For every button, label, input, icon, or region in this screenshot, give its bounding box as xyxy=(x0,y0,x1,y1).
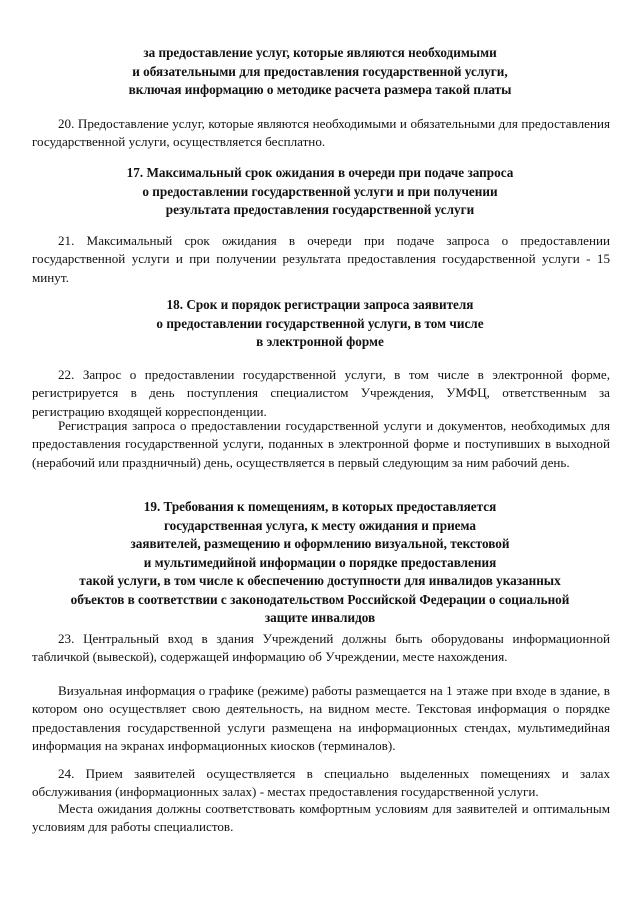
heading-line: заявителей, размещению и оформлению визуальной, текстовой xyxy=(130,536,510,551)
paragraph-20: 20. Предоставление услуг, которые являются необходимыми и обязательными для предоставления государственной услуги, осуществляется бесплатно. xyxy=(32,116,610,150)
heading-line: 18. Срок и порядок регистрации запроса заявителя xyxy=(166,297,474,312)
heading-line: такой услуги, в том числе к обеспечению доступности для инвалидов указанных xyxy=(79,573,561,588)
paragraph-22-registration: Регистрация запроса о предоставлении государственной услуги и документов, необходимых для предоставления государственной услуги, поданных в электронной форме и поступивших в выходной (нерабочий или праздничный) день, осуществляется в первый следующим за ним рабочий день. xyxy=(32,418,610,470)
heading-line: объектов в соответствии с законодательством Российской Федерации о социальной xyxy=(70,591,570,607)
section-heading-19 xyxy=(20,498,620,628)
heading-line: в электронной форме xyxy=(256,334,384,349)
heading-line: за предоставление услуг, которые являются необходимыми xyxy=(143,45,497,60)
heading-line: о предоставлении государственной услуги, в том числе xyxy=(156,315,484,331)
heading-line: государственная услуга, к месту ожидания и приема xyxy=(163,517,477,533)
heading-line: результата предоставления государственной услуги xyxy=(165,202,475,217)
heading-line: и мультимедийной информации о порядке предоставления xyxy=(143,554,497,570)
paragraph-24: 24. Прием заявителей осуществляется в специально выделенных помещениях и залах обслуживания (информационных залах) - местах предоставления государственной услуги. xyxy=(32,766,610,800)
section-heading-fees xyxy=(20,44,620,100)
heading-line: 17. Максимальный срок ожидания в очереди при подаче запроса xyxy=(126,165,514,180)
heading-line: защите инвалидов xyxy=(264,610,376,625)
paragraph-23: 23. Центральный вход в здания Учреждений должны быть оборудованы информационной табличкой (вывеской), содержащей информацию об Учреждении, месте нахождения. xyxy=(32,631,610,665)
paragraph-24-waiting-areas: Места ожидания должны соответствовать комфортным условиям для заявителей и оптимальным условиям для работы специалистов. xyxy=(32,801,610,835)
paragraph-22: 22. Запрос о предоставлении государственной услуги, в том числе в электронной форме, регистрируется в день поступления специалистом Учреждения, УМФЦ, ответственным за регистрацию входящей корреспонденции. xyxy=(32,367,610,419)
paragraph-21: 21. Максимальный срок ожидания в очереди при подаче запроса о предоставлении государственной услуги и при получении результата предоставления государственной услуги - 15 минут. xyxy=(32,233,610,285)
heading-line: 19. Требования к помещениям, в которых предоставляется xyxy=(143,499,497,514)
heading-line: о предоставлении государственной услуги и при получении xyxy=(142,183,498,199)
heading-line: и обязательными для предоставления государственной услуги, xyxy=(132,63,508,79)
section-heading-18 xyxy=(20,296,620,352)
heading-line: включая информацию о методике расчета размера такой платы xyxy=(128,82,512,97)
paragraph-23-visual-info: Визуальная информация о графике (режиме) работы размещается на 1 этаже при входе в здание, в котором оно осуществляет свою деятельность, на видном месте. Текстовая информация о порядке предоставления государственной услуги размещена на информационных стендах, мультимедийная информация на экранах информационных киосков (терминалов). xyxy=(32,683,610,753)
section-heading-17 xyxy=(20,164,620,220)
